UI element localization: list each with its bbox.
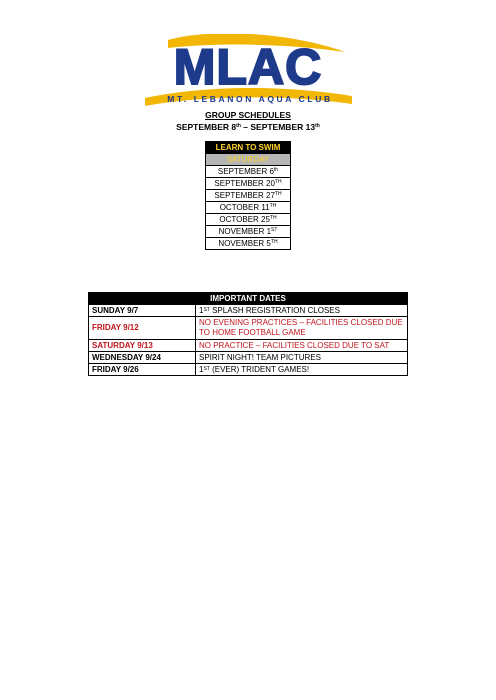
date-cell: FRIDAY 9/26 (89, 364, 196, 376)
schedule-row: SEPTEMBER 20TH (206, 178, 291, 190)
mlac-logo (140, 34, 355, 110)
schedule-row: SEPTEMBER 6th (206, 166, 291, 178)
event-cell: 1ST (EVER) TRIDENT GAMES! (196, 364, 408, 376)
date-cell: SATURDAY 9/13 (89, 340, 196, 352)
logo-subtitle: MT. LEBANON AQUA CLUB (167, 94, 333, 104)
table-row (89, 317, 408, 340)
event-cell: 1ST SPLASH REGISTRATION CLOSES (196, 305, 408, 317)
event-cell: SPIRIT NIGHT! TEAM PICTURES (196, 352, 408, 364)
table-row (89, 305, 408, 317)
learn-to-swim-table (205, 141, 291, 250)
date-cell: FRIDAY 9/12 (89, 317, 196, 340)
schedule-row: OCTOBER 11TH (206, 202, 291, 214)
page-title: GROUP SCHEDULES (205, 110, 291, 120)
table-row (89, 340, 408, 352)
date-cell: SUNDAY 9/7 (89, 305, 196, 317)
date-range: SEPTEMBER 8th – SEPTEMBER 13th (176, 122, 320, 132)
svg-text:MLAC: MLAC (173, 39, 323, 95)
schedule-row: SEPTEMBER 27TH (206, 190, 291, 202)
schedule-row: NOVEMBER 1ST (206, 226, 291, 238)
event-cell: NO PRACTICE – FACILITIES CLOSED DUE TO SAT (196, 340, 408, 352)
table-row (89, 364, 408, 376)
schedule-row: OCTOBER 25TH (206, 214, 291, 226)
table-row (89, 352, 408, 364)
date-cell: WEDNESDAY 9/24 (89, 352, 196, 364)
schedule-row: NOVEMBER 5TH (206, 238, 291, 250)
important-dates-title: IMPORTANT DATES (89, 293, 408, 305)
schedule-day: SATURDAY (206, 154, 291, 166)
important-dates-table (88, 292, 408, 376)
schedule-title: LEARN TO SWIM (206, 142, 291, 154)
event-cell: NO EVENING PRACTICES – FACILITIES CLOSED DUE TO HOME FOOTBALL GAME (196, 317, 408, 340)
